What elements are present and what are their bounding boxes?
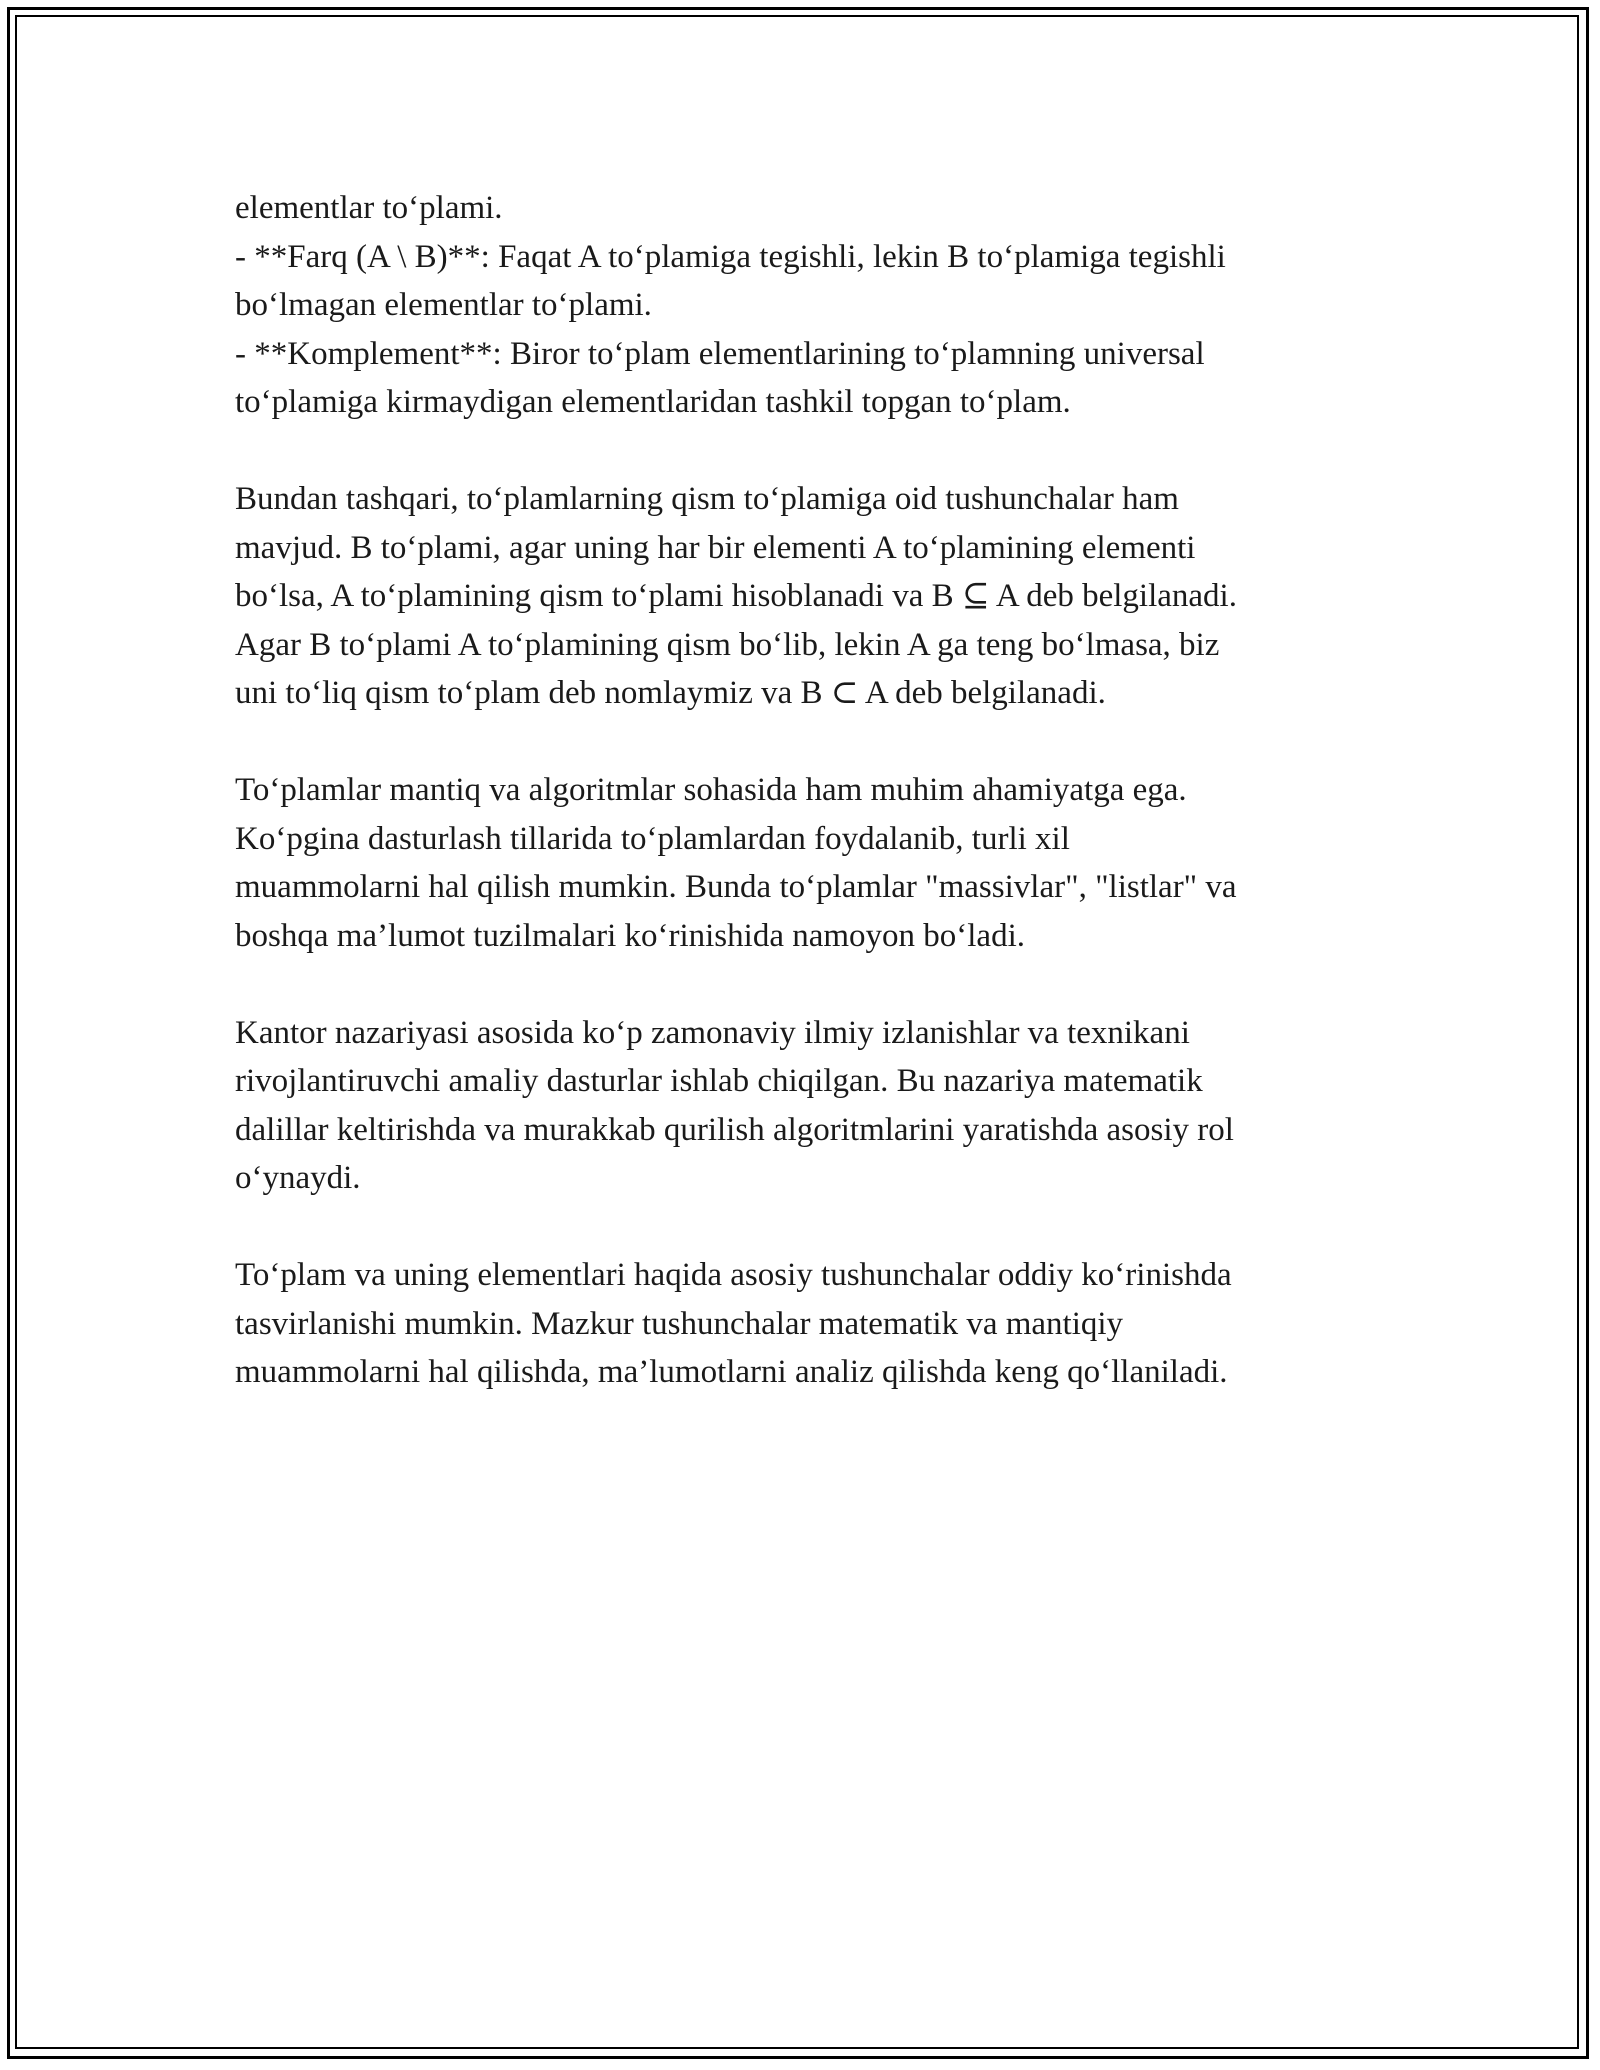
text-line: Ko‘pgina dasturlash tillarida to‘plamlardan foydalanib, turli xil bbox=[235, 820, 1070, 857]
text-line: elementlar to‘plami. bbox=[235, 190, 503, 226]
paragraph-cantor-theory bbox=[235, 1009, 1370, 1203]
paragraph-conclusion bbox=[235, 1251, 1370, 1397]
text-line: uni to‘liq qism to‘plam deb nomlaymiz va B ⊂ A deb belgilanadi. bbox=[235, 675, 1106, 711]
text-line: - **Komplement**: Biror to‘plam elementlarining to‘plamning universal bbox=[235, 335, 1205, 372]
paragraph-logic-algorithms bbox=[235, 766, 1370, 960]
text-line: dalillar keltirishda va murakkab qurilish algoritmlarini yaratishda asosiy rol bbox=[235, 1111, 1234, 1148]
text-line: muammolarni hal qilishda, ma’lumotlarni analiz qilishda keng qo‘llaniladi. bbox=[235, 1354, 1228, 1390]
text-line: to‘plamiga kirmaydigan elementlaridan tashkil topgan to‘plam. bbox=[235, 384, 1071, 420]
text-line: Bundan tashqari, to‘plamlarning qism to‘plamiga oid tushunchalar ham bbox=[235, 481, 1179, 517]
text-line: o‘ynaydi. bbox=[235, 1160, 361, 1196]
text-line: To‘plamlar mantiq va algoritmlar sohasida ham muhim ahamiyatga ega. bbox=[235, 772, 1187, 808]
text-line: rivojlantiruvchi amaliy dasturlar ishlab chiqilgan. Bu nazariya matematik bbox=[235, 1063, 1203, 1099]
text-line: mavjud. B to‘plami, agar uning har bir elementi A to‘plamining elementi bbox=[235, 529, 1196, 566]
document-body bbox=[235, 184, 1370, 1397]
text-line: Kantor nazariyasi asosida ko‘p zamonaviy ilmiy izlanishlar va texnikani bbox=[235, 1014, 1190, 1051]
text-line: boshqa ma’lumot tuzilmalari ko‘rinishida namoyon bo‘ladi. bbox=[235, 917, 1026, 954]
text-line: - **Farq (A \ B)**: Faqat A to‘plamiga tegishli, lekin B to‘plamiga tegishli bbox=[235, 238, 1226, 275]
text-line: tasvirlanishi mumkin. Mazkur tushunchalar matematik va mantiqiy bbox=[235, 1305, 1124, 1342]
text-line: Agar B to‘plami A to‘plamining qism bo‘lib, lekin A ga teng bo‘lmasa, biz bbox=[235, 626, 1220, 663]
text-line: muammolarni hal qilish mumkin. Bunda to‘plamlar "massivlar", "listlar" va bbox=[235, 869, 1237, 905]
paragraph-subsets bbox=[235, 475, 1370, 718]
text-line: bo‘lmagan elementlar to‘plami. bbox=[235, 287, 652, 323]
text-line: bo‘lsa, A to‘plamining qism to‘plami hisoblanadi va B ⊆ A deb belgilanadi. bbox=[235, 578, 1237, 614]
paragraph-set-operations bbox=[235, 184, 1370, 427]
text-line: To‘plam va uning elementlari haqida asosiy tushunchalar oddiy ko‘rinishda bbox=[235, 1257, 1232, 1293]
